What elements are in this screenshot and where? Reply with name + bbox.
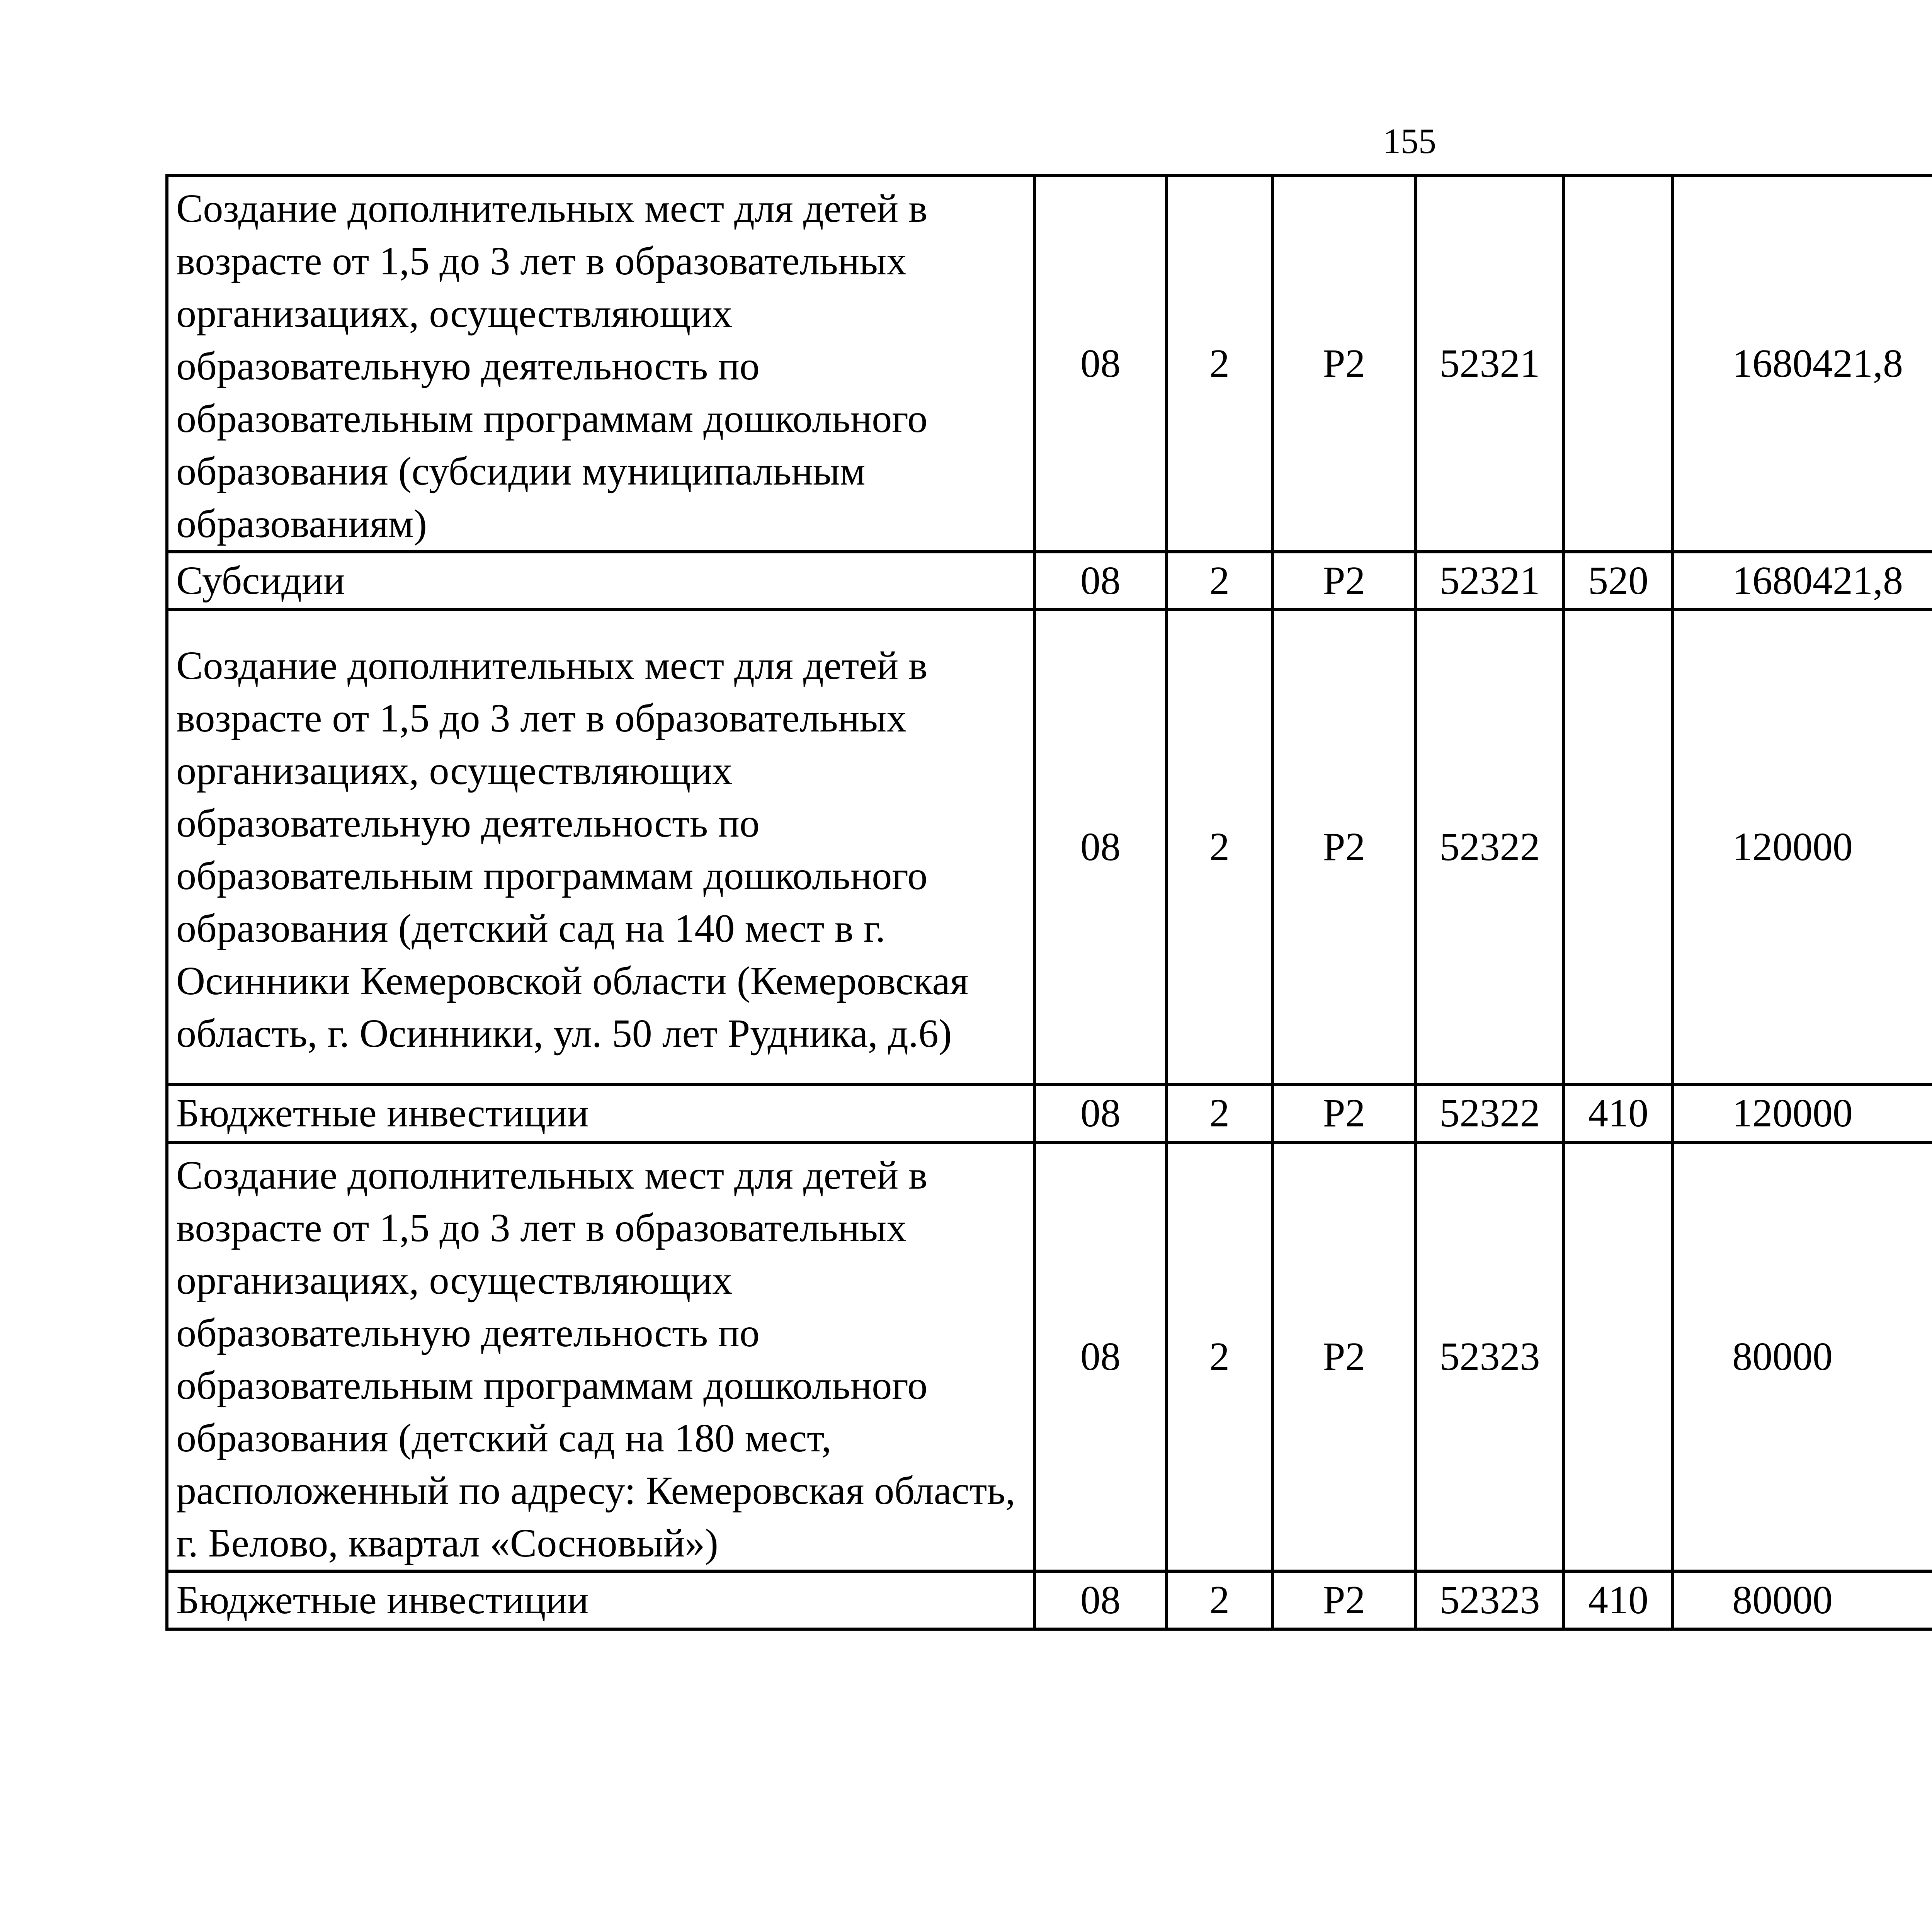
row-expense-type — [1564, 1142, 1673, 1571]
table-row — [167, 610, 1932, 1084]
row-amount-1: 80000 — [1673, 1571, 1932, 1629]
row-amount-1: 1680421,8 — [1673, 175, 1932, 552]
row-amount-1: 120000 — [1673, 1084, 1932, 1142]
page-number: 155 — [1383, 121, 1436, 161]
table-row — [167, 1142, 1932, 1571]
row-section: 08 — [1034, 610, 1167, 1084]
row-section: 08 — [1034, 552, 1167, 610]
row-program: 2 — [1167, 1084, 1272, 1142]
row-expense-type — [1564, 610, 1673, 1084]
row-project: P2 — [1272, 175, 1416, 552]
table-row — [167, 552, 1932, 610]
row-project: P2 — [1272, 1571, 1416, 1629]
row-description: Субсидии — [167, 552, 1034, 610]
row-program: 2 — [1167, 1142, 1272, 1571]
row-project: P2 — [1272, 610, 1416, 1084]
row-expense-type: 520 — [1564, 552, 1673, 610]
row-program: 2 — [1167, 175, 1272, 552]
row-section: 08 — [1034, 175, 1167, 552]
row-section: 08 — [1034, 1142, 1167, 1571]
row-expense-type: 410 — [1564, 1571, 1673, 1629]
row-section: 08 — [1034, 1571, 1167, 1629]
row-direction: 52323 — [1416, 1571, 1564, 1629]
row-description: Бюджетные инвестиции — [167, 1571, 1034, 1629]
row-description: Бюджетные инвестиции — [167, 1084, 1034, 1142]
table-row — [167, 175, 1932, 552]
row-description: Создание дополнительных мест для детей в возрасте от 1,5 до 3 лет в образовательных организациях, осуществляющих образовательную деятельность по образовательным программам дошкольного образования (субсидии муниципальным образованиям) — [167, 175, 1034, 552]
row-program: 2 — [1167, 1571, 1272, 1629]
row-description: Создание дополнительных мест для детей в возрасте от 1,5 до 3 лет в образовательных организациях, осуществляющих образовательную деятельность по образовательным программам дошкольного образования (детский сад на 180 мест, расположенный по адресу: Кемеровская область, г. Белово, квартал «Сосновый») — [167, 1142, 1034, 1571]
row-amount-1: 1680421,8 — [1673, 552, 1932, 610]
row-program: 2 — [1167, 552, 1272, 610]
row-direction: 52321 — [1416, 175, 1564, 552]
budget-table — [165, 174, 1932, 1631]
row-amount-1: 80000 — [1673, 1142, 1932, 1571]
row-expense-type — [1564, 175, 1673, 552]
row-direction: 52322 — [1416, 610, 1564, 1084]
row-project: P2 — [1272, 1142, 1416, 1571]
row-section: 08 — [1034, 1084, 1167, 1142]
table-row — [167, 1571, 1932, 1629]
row-description: Создание дополнительных мест для детей в возрасте от 1,5 до 3 лет в образовательных организациях, осуществляющих образовательную деятельность по образовательным программам дошкольного образования (детский сад на 140 мест в г. Осинники Кемеровской области (Кемеровская область, г. Осинники, ул. 50 лет Рудника, д.6) — [167, 610, 1034, 1084]
row-project: P2 — [1272, 1084, 1416, 1142]
row-amount-1: 120000 — [1673, 610, 1932, 1084]
row-direction: 52322 — [1416, 1084, 1564, 1142]
table-row — [167, 1084, 1932, 1142]
row-project: P2 — [1272, 552, 1416, 610]
row-direction: 52323 — [1416, 1142, 1564, 1571]
row-direction: 52321 — [1416, 552, 1564, 610]
row-program: 2 — [1167, 610, 1272, 1084]
row-expense-type: 410 — [1564, 1084, 1673, 1142]
